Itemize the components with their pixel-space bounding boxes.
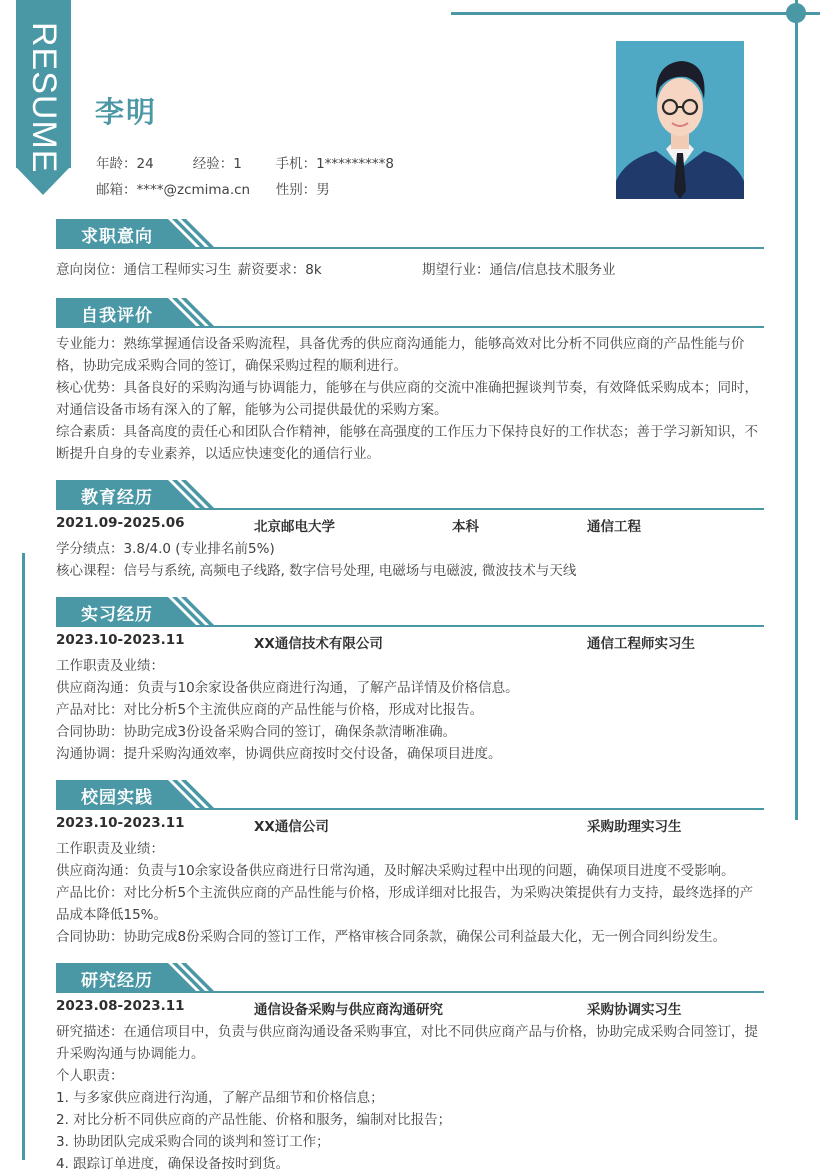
education-courses: 核心课程：信号与系统, 高频电子线路, 数字信号处理, 电磁场与电磁波, 微波技术与天线 xyxy=(56,563,577,579)
industry-value: 通信/信息技术服务业 xyxy=(489,262,616,278)
internship-row xyxy=(56,632,766,654)
research-line: 研究描述：在通信项目中，负责与供应商沟通设备采购事宜，对比不同供应商产品与价格，协助完成采购合同签订，提升采购沟通与协调能力。 xyxy=(56,1024,758,1062)
position-label: 意向岗位： xyxy=(56,262,124,278)
resume-ribbon xyxy=(16,0,71,195)
slant-stripes-icon xyxy=(156,597,206,625)
self-eval-line: 核心优势：具备良好的采购沟通与协调能力，能够在与供应商的交流中准确把握谈判节奏，有效降低采购成本；同时，对通信设备市场有深入的了解，能够为公司提供最优的采购方案。 xyxy=(56,380,758,418)
internship-line: 沟通协调：提升采购沟通效率，协调供应商按时交付设备，确保项目进度。 xyxy=(56,746,502,762)
research-project: 通信设备采购与供应商沟通研究 xyxy=(254,1002,443,1018)
section-title: 研究经历 xyxy=(81,971,153,991)
internship-company: XX通信技术有限公司 xyxy=(254,636,383,652)
salary-value: 8k xyxy=(305,262,322,278)
slant-stripes-icon xyxy=(156,219,206,247)
research-line: 个人职责： xyxy=(56,1068,124,1084)
info-row-2 xyxy=(96,178,330,198)
slant-stripes-icon xyxy=(156,298,206,326)
campus-company: XX通信公司 xyxy=(254,819,329,835)
salary-label: 薪资要求： xyxy=(237,262,306,278)
slant-stripes-icon xyxy=(156,780,206,808)
campus-body xyxy=(56,838,766,948)
section-title: 教育经历 xyxy=(81,488,153,508)
self-eval-body xyxy=(56,333,766,465)
campus-line: 工作职责及业绩： xyxy=(56,841,164,857)
section-header-internship xyxy=(56,597,764,627)
decor-dot xyxy=(786,3,806,23)
industry-label: 期望行业： xyxy=(422,262,490,278)
left-decor-line xyxy=(22,553,25,1160)
gender-value: 男 xyxy=(316,182,330,198)
research-line: 1. 与多家供应商进行沟通，了解产品细节和价格信息； xyxy=(56,1090,384,1106)
education-body xyxy=(56,538,766,582)
age-label: 年龄： xyxy=(96,156,137,172)
research-row xyxy=(56,998,766,1020)
campus-line: 产品比价：对比分析5个主流供应商的产品性能与价格，形成详细对比报告，为采购决策提供有力支持，最终选择的产品成本降低15%。 xyxy=(56,885,754,923)
experience-value: 1 xyxy=(233,156,242,172)
section-title: 实习经历 xyxy=(81,605,153,625)
section-title: 校园实践 xyxy=(81,788,153,808)
age-value: 24 xyxy=(136,156,154,172)
research-period: 2023.08-2023.11 xyxy=(56,998,185,1014)
self-eval-line: 综合素质：具备高度的责任心和团队合作精神，能够在高强度的工作压力下保持良好的工作状态；善于学习新知识，不断提升自身的专业素养，以适应快速变化的通信行业。 xyxy=(56,424,758,462)
email-value: ****@zcmima.cn xyxy=(136,182,251,198)
internship-body xyxy=(56,655,766,765)
campus-line: 合同协助：协助完成8份采购合同的签订工作，严格审核合同条款，确保公司利益最大化，无一例合同纠纷发生。 xyxy=(56,929,727,945)
research-line: 2. 对比分析不同供应商的产品性能、价格和服务，编制对比报告； xyxy=(56,1112,452,1128)
research-line: 4. 跟踪订单进度，确保设备按时到货。 xyxy=(56,1156,290,1172)
section-header-job-intent xyxy=(56,219,764,249)
portrait-illustration xyxy=(616,41,744,199)
internship-line: 产品对比：对比分析5个主流供应商的产品性能与价格，形成对比报告。 xyxy=(56,702,484,718)
section-header-education xyxy=(56,480,764,510)
profile-photo xyxy=(616,41,744,199)
section-header-research xyxy=(56,963,764,993)
phone-value: 1*********8 xyxy=(316,156,395,172)
candidate-name: 李明 xyxy=(95,95,158,129)
campus-line: 供应商沟通：负责与10余家设备供应商进行日常沟通，及时解决采购过程中出现的问题，确保项目进度不受影响。 xyxy=(56,863,735,879)
top-decor-line xyxy=(451,12,820,15)
internship-role: 通信工程师实习生 xyxy=(587,636,695,652)
ribbon-label: RESUME xyxy=(25,22,63,174)
gender-label: 性别： xyxy=(275,182,317,198)
education-major: 通信工程 xyxy=(587,519,641,535)
education-school: 北京邮电大学 xyxy=(254,519,335,535)
position-value: 通信工程师实习生 xyxy=(123,262,232,278)
campus-row xyxy=(56,815,766,837)
info-row-1 xyxy=(96,152,394,172)
internship-line: 工作职责及业绩： xyxy=(56,658,164,674)
right-decor-line xyxy=(795,0,798,820)
education-gpa: 学分绩点：3.8/4.0 (专业排名前5%) xyxy=(56,541,275,557)
job-intent-row xyxy=(56,259,766,281)
internship-line: 合同协助：协助完成3份设备采购合同的签订，确保条款清晰准确。 xyxy=(56,724,457,740)
section-title: 求职意向 xyxy=(81,227,153,247)
education-period: 2021.09-2025.06 xyxy=(56,515,185,531)
section-title: 自我评价 xyxy=(81,306,153,326)
internship-line: 供应商沟通：负责与10余家设备供应商进行沟通，了解产品详情及价格信息。 xyxy=(56,680,519,696)
education-row xyxy=(56,515,766,537)
slant-stripes-icon xyxy=(156,963,206,991)
section-header-campus xyxy=(56,780,764,810)
phone-label: 手机： xyxy=(275,156,317,172)
internship-period: 2023.10-2023.11 xyxy=(56,632,185,648)
section-header-self-eval xyxy=(56,298,764,328)
campus-role: 采购助理实习生 xyxy=(587,819,682,835)
research-role: 采购协调实习生 xyxy=(587,1002,682,1018)
experience-label: 经验： xyxy=(192,156,234,172)
industry-field xyxy=(422,259,616,281)
education-degree: 本科 xyxy=(452,519,479,535)
research-line: 3. 协助团队完成采购合同的谈判和签订工作； xyxy=(56,1134,330,1150)
research-body xyxy=(56,1021,766,1175)
campus-period: 2023.10-2023.11 xyxy=(56,815,185,831)
email-label: 邮箱： xyxy=(96,182,137,198)
slant-stripes-icon xyxy=(156,480,206,508)
self-eval-line: 专业能力：熟练掌握通信设备采购流程，具备优秀的供应商沟通能力，能够高效对比分析不同供应商的产品性能与价格，协助完成采购合同的签订，确保采购过程的顺利进行。 xyxy=(56,336,745,374)
